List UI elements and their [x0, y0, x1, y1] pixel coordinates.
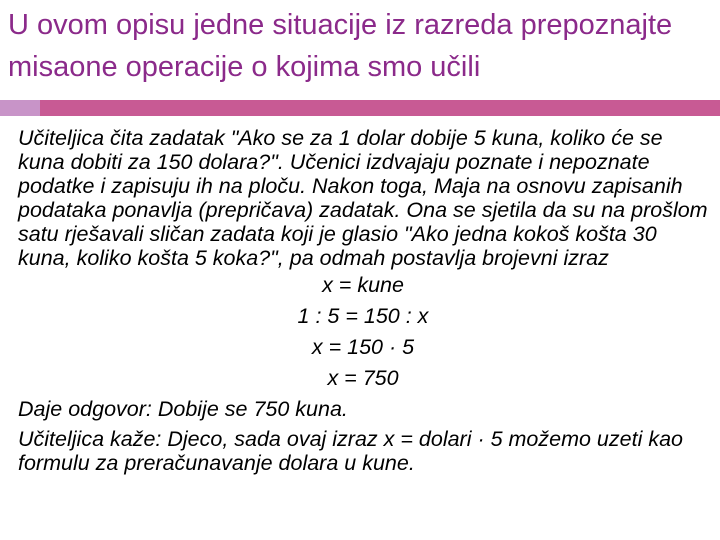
- closing-paragraph: Učiteljica kaže: Djeco, sada ovaj izraz x = dolari · 5 možemo uzeti kao formulu za preračunavanje dolara u kune.: [18, 427, 683, 475]
- problem-paragraph: Učiteljica čita zadatak "Ako se za 1 dolar dobije 5 kuna, koliko će se kuna dobiti za 150 dolara?". Učenici izdvajaju poznate i nepoznate podatke i zapisuju ih na ploču. Nakon toga, Maja na osnovu zapisanih podataka ponavlja (prepričava) zadatak. Ona se sjetila da su na prošlom satu rješavali sličan zadata koji je glasio "Ako jedna kokoš košta 30 kuna, koliko košta 5 koka?", pa odmah postavlja brojevni izraz: [18, 126, 708, 270]
- equation-line: x = 750: [327, 366, 399, 390]
- equation-line: 1 : 5 = 150 : x: [297, 304, 429, 328]
- title-divider-bar: [0, 100, 720, 116]
- equation-line: x = 150 · 5: [311, 335, 415, 359]
- slide-body: [18, 126, 708, 475]
- slide-title: U ovom opisu jedne situacije iz razreda prepoznajte misaone operacije o kojima smo učili: [8, 9, 673, 83]
- title-accent-line: [40, 100, 720, 116]
- title-accent-square: [0, 100, 40, 116]
- answer-line: Daje odgovor: Dobije se 750 kuna.: [18, 397, 348, 421]
- equation-line: x = kune: [322, 273, 404, 297]
